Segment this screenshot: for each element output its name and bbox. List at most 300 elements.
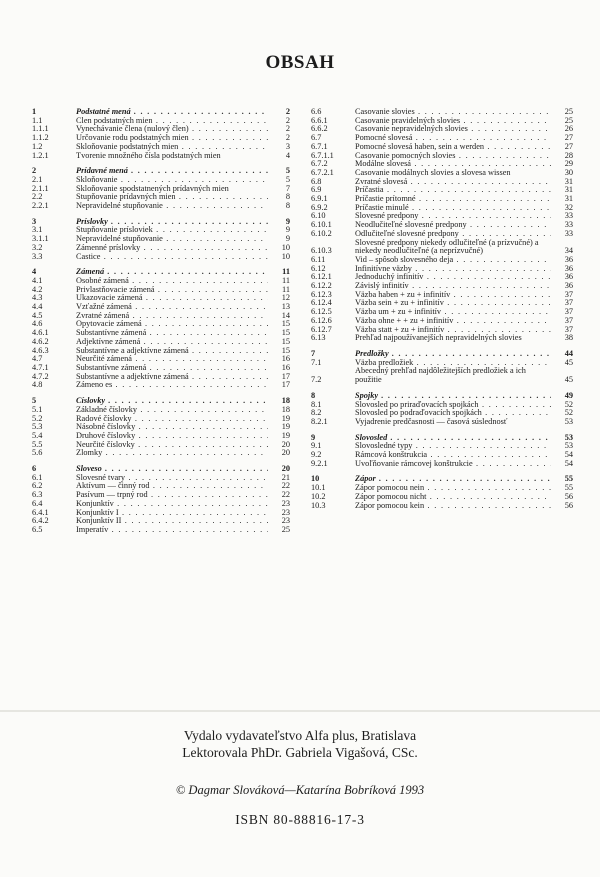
- toc-row[interactable]: [311, 334, 573, 343]
- toc-number: 3.1.1: [32, 234, 49, 244]
- toc-title: Abecedný prehľad najdôležitejších predložiek a ich použitie: [355, 367, 526, 385]
- toc-title: Podstatné mená . . .: [76, 108, 268, 117]
- toc-number: 2.2: [32, 192, 43, 202]
- toc-row[interactable]: [311, 502, 573, 511]
- toc-title: Väzba predložiek . . .: [355, 359, 551, 368]
- toc-page-number: 26: [564, 124, 573, 134]
- toc-title: Závislý infinitív . . .: [355, 282, 551, 291]
- toc-page-number: 9: [285, 234, 290, 244]
- toc-title: Časovanie pravidelných slovies . . .: [355, 117, 551, 126]
- toc-number: 2: [32, 166, 37, 176]
- toc-title: Substantívne zámená . . .: [76, 364, 268, 373]
- toc-row[interactable]: [32, 294, 290, 303]
- toc-number: 9: [311, 432, 316, 442]
- toc-chapter-row[interactable]: [311, 475, 573, 484]
- toc-page-number: 22: [281, 481, 290, 491]
- toc-title: Druhové číslovky . . .: [76, 432, 268, 441]
- toc-page-number: 52: [564, 399, 573, 409]
- toc-row[interactable]: [32, 482, 290, 491]
- toc-title: Substantívne zámená . . .: [76, 329, 268, 338]
- toc-page-number: 54: [564, 458, 573, 468]
- toc-row[interactable]: [311, 143, 573, 152]
- isbn-line: ISBN 80-88816-17-3: [235, 812, 365, 827]
- publisher-line: Vydalo vydavateľstvo Alfa plus, Bratislava: [183, 728, 417, 743]
- toc-chapter-row[interactable]: [32, 268, 290, 277]
- toc-row[interactable]: [311, 326, 573, 335]
- toc-page-number: 10: [281, 251, 290, 261]
- toc-row[interactable]: [311, 282, 573, 291]
- toc-row[interactable]: [311, 451, 573, 460]
- toc-title: Slovosledné typy . . .: [355, 442, 551, 451]
- toc-row[interactable]: [32, 185, 290, 194]
- toc-row[interactable]: [32, 244, 290, 253]
- toc-chapter-row[interactable]: [32, 218, 290, 227]
- toc-row[interactable]: [32, 152, 290, 161]
- toc-number: 8.1: [311, 399, 322, 409]
- toc-title: Slovosled . . .: [355, 434, 551, 443]
- toc-page-number: 23: [281, 516, 290, 526]
- toc-title: Spojky . . .: [355, 392, 551, 401]
- toc-title: Substantívne a adjektívne zámená . . .: [76, 373, 268, 382]
- toc-title: Slovesné tvary . . .: [76, 474, 268, 483]
- toc-number: 6.4.2: [32, 516, 49, 526]
- toc-right-column: [311, 108, 573, 510]
- toc-row[interactable]: [311, 418, 573, 427]
- toc-title: Väzba sein + zu + infinitív . . .: [355, 299, 551, 308]
- toc-number: 8: [311, 390, 316, 400]
- toc-number: 5.6: [32, 448, 43, 458]
- toc-row[interactable]: [311, 484, 573, 493]
- toc-page-number: 15: [281, 328, 290, 338]
- toc-chapter-row[interactable]: [32, 167, 290, 176]
- toc-row[interactable]: [32, 312, 290, 321]
- section-divider: [0, 710, 600, 712]
- toc-page-number: 27: [564, 141, 573, 151]
- toc-row[interactable]: [32, 432, 290, 441]
- toc-number: 5.4: [32, 430, 43, 440]
- toc-page-number: 33: [564, 228, 573, 238]
- toc-number: 6.9: [311, 185, 322, 195]
- toc-row[interactable]: [32, 193, 290, 202]
- toc-number: 6.12.1: [311, 272, 332, 282]
- toc-row[interactable]: [311, 212, 573, 221]
- toc-row[interactable]: [311, 256, 573, 265]
- toc-row[interactable]: [32, 143, 290, 152]
- toc-page-number: 2: [285, 115, 290, 125]
- toc-number: 4.6: [32, 319, 43, 329]
- toc-number: 6.7.2.1: [311, 167, 334, 177]
- toc-page-number: 8: [285, 201, 290, 211]
- toc-number: 10.2: [311, 491, 326, 501]
- toc-number: 4.8: [32, 380, 43, 390]
- toc-row[interactable]: [32, 303, 290, 312]
- toc-number: 6.12.4: [311, 298, 332, 308]
- toc-row[interactable]: [32, 381, 290, 390]
- toc-number: 4: [32, 267, 37, 277]
- toc-row[interactable]: [311, 169, 573, 178]
- toc-title: Konjunktív II . . .: [76, 517, 268, 526]
- toc-page-number: 37: [564, 289, 573, 299]
- toc-page-number: 56: [564, 500, 573, 510]
- toc-number: 6.12.2: [311, 281, 332, 291]
- toc-title: Konjunktív I . . .: [76, 509, 268, 518]
- toc-title: Príčastie prítomné . . .: [355, 195, 551, 204]
- toc-row[interactable]: [32, 253, 290, 262]
- toc-row[interactable]: [32, 373, 290, 382]
- toc-number: 6.10.3: [311, 246, 332, 256]
- toc-number: 6.12: [311, 263, 326, 273]
- toc-row[interactable]: [32, 202, 290, 211]
- toc-row[interactable]: [32, 125, 290, 134]
- toc-title: Príslovky . . .: [76, 218, 268, 227]
- toc-title: Pomocné slovesá . . .: [355, 134, 551, 143]
- toc-row[interactable]: [32, 509, 290, 518]
- toc-title: Tvorenie množného čísla podstatných mien: [76, 151, 221, 160]
- toc-page-number: 49: [564, 390, 573, 400]
- toc-page-number: 21: [281, 472, 290, 482]
- toc-row[interactable]: [32, 517, 290, 526]
- toc-number: 7: [311, 348, 316, 358]
- toc-number: 5: [32, 396, 37, 406]
- toc-page-number: 17: [281, 371, 290, 381]
- toc-row[interactable]: [32, 235, 290, 244]
- toc-page-number: 52: [564, 408, 573, 418]
- toc-row[interactable]: [311, 367, 573, 384]
- toc-row[interactable]: [311, 125, 573, 134]
- toc-number: 4.6.3: [32, 345, 49, 355]
- toc-page-number: 53: [564, 432, 573, 442]
- toc-title: Vid – spôsob slovesného deja . . .: [355, 256, 551, 265]
- toc-number: 1: [32, 107, 37, 116]
- toc-page-number: 20: [281, 448, 290, 458]
- toc-gap: [311, 343, 573, 350]
- toc-number: 6.12.5: [311, 307, 332, 317]
- toc-row[interactable]: [311, 442, 573, 451]
- toc-page-number: 37: [564, 315, 573, 325]
- toc-title: Aktívum — činný rod . . .: [76, 482, 268, 491]
- toc-page-number: 25: [564, 115, 573, 125]
- toc-row[interactable]: [32, 355, 290, 364]
- toc-page-number: 19: [281, 422, 290, 432]
- toc-number: 4.6.2: [32, 336, 49, 346]
- toc-row[interactable]: [32, 364, 290, 373]
- toc-title: Väzba um + zu + infinitív . . .: [355, 308, 551, 317]
- toc-row[interactable]: [311, 291, 573, 300]
- toc-page-number: 18: [281, 404, 290, 414]
- toc-row[interactable]: [311, 317, 573, 326]
- toc-page-number: 25: [281, 524, 290, 534]
- toc-row[interactable]: [32, 423, 290, 432]
- toc-title: Radové číslovky . . .: [76, 415, 268, 424]
- toc-row[interactable]: [311, 195, 573, 204]
- toc-title: Príčastie minulé . . .: [355, 204, 551, 213]
- toc-page-number: 15: [281, 336, 290, 346]
- toc-number: 4.2: [32, 284, 43, 294]
- toc-page-number: 2: [285, 107, 290, 116]
- toc-page-number: 15: [281, 319, 290, 329]
- toc-title: Časovanie slovies . . .: [355, 108, 551, 117]
- toc-title: Prehľad najpoužívanejších nepravidelných slovies: [355, 334, 522, 343]
- toc-page-number: 20: [281, 439, 290, 449]
- toc-title: Zápor pomocou nein . . .: [355, 484, 551, 493]
- toc-number: 4.3: [32, 293, 43, 303]
- toc-title: Infinitívne väzby . . .: [355, 265, 551, 274]
- toc-title: Časovanie nepravidelných slovies . . .: [355, 125, 551, 134]
- toc-page-number: 33: [564, 211, 573, 221]
- toc-row[interactable]: [32, 329, 290, 338]
- toc-page-number: 44: [564, 348, 573, 358]
- toc-page-number: 5: [285, 174, 290, 184]
- toc-page-number: 11: [282, 275, 290, 285]
- toc-title: Časovanie modálnych slovies a slovesa wissen: [355, 168, 511, 177]
- toc-page-number: 27: [564, 133, 573, 143]
- toc-number: 6.9.2: [311, 202, 328, 212]
- toc-page-number: 3: [285, 141, 290, 151]
- toc-title: Slovesné predpony . . .: [355, 212, 551, 221]
- toc-row[interactable]: [311, 160, 573, 169]
- toc-row[interactable]: [311, 299, 573, 308]
- toc-chapter-row[interactable]: [311, 350, 573, 359]
- toc-page-number: 13: [281, 302, 290, 312]
- toc-row[interactable]: [32, 176, 290, 185]
- toc-title: Slovosled po podraďovacích spojkách . . .: [355, 409, 551, 418]
- toc-page-number: 16: [281, 362, 290, 372]
- toc-chapter-row[interactable]: [32, 397, 290, 406]
- toc-row[interactable]: [32, 406, 290, 415]
- toc-title: Zlomky . . .: [76, 449, 268, 458]
- toc-row[interactable]: [311, 265, 573, 274]
- toc-title: Jednoduchý infinitív . . .: [355, 273, 551, 282]
- toc-row[interactable]: [32, 277, 290, 286]
- copyright-line: © Dagmar Slováková—Katarína Bobríková 1993: [175, 783, 425, 797]
- toc-number: 1.1.1: [32, 124, 49, 134]
- toc-number: 4.7.2: [32, 371, 49, 381]
- toc-gap: [311, 468, 573, 475]
- toc-title: Neurčité číslovky . . .: [76, 441, 268, 450]
- toc-row[interactable]: [32, 441, 290, 450]
- toc-row[interactable]: [32, 226, 290, 235]
- toc-title: Adjektívne zámená . . .: [76, 338, 268, 347]
- toc-number: 5.2: [32, 413, 43, 423]
- toc-number: 4.7.1: [32, 362, 49, 372]
- toc-number: 1.2: [32, 141, 43, 151]
- toc-page-number: 16: [281, 354, 290, 364]
- toc-row[interactable]: [311, 178, 573, 187]
- toc-number: 9.2.1: [311, 458, 328, 468]
- toc-page-number: 38: [564, 333, 573, 343]
- toc-row[interactable]: [311, 401, 573, 410]
- toc-number: 6.7: [311, 133, 322, 143]
- toc-number: 8.2.1: [311, 416, 328, 426]
- toc-page-number: 55: [564, 474, 573, 484]
- toc-title: Príčastia . . .: [355, 186, 551, 195]
- toc-page-number: 45: [564, 375, 573, 385]
- toc-page-number: 34: [564, 246, 573, 256]
- toc-number: 6.6: [311, 107, 322, 116]
- toc-row[interactable]: [32, 117, 290, 126]
- toc-chapter-row[interactable]: [32, 108, 290, 117]
- toc-title: Základné číslovky . . .: [76, 406, 268, 415]
- toc-title: Zápor pomocou nicht . . .: [355, 493, 551, 502]
- toc-page-number: 28: [564, 150, 573, 160]
- toc-page-number: 18: [281, 396, 290, 406]
- toc-row[interactable]: [311, 186, 573, 195]
- toc-page-number: 22: [281, 490, 290, 500]
- toc-title: Pomocné slovesá haben, sein a werden . . .: [355, 143, 551, 152]
- toc-row[interactable]: [32, 320, 290, 329]
- toc-row[interactable]: [311, 117, 573, 126]
- toc-title: Zvratné zámená . . .: [76, 312, 268, 321]
- toc-title: Zápor . . .: [355, 475, 551, 484]
- toc-title: Substantívne a adjektívne zámená . . .: [76, 347, 268, 356]
- toc-row[interactable]: [311, 230, 573, 239]
- toc-chapter-row[interactable]: [311, 392, 573, 401]
- toc-page-number: 53: [564, 416, 573, 426]
- toc-row[interactable]: [32, 474, 290, 483]
- toc-page-number: 14: [281, 310, 290, 320]
- toc-row[interactable]: [311, 204, 573, 213]
- toc-number: 2.1.1: [32, 183, 49, 193]
- toc-title: Člen podstatných mien . . .: [76, 117, 268, 126]
- toc-page-number: 17: [281, 380, 290, 390]
- editor-line: Lektorovala PhDr. Gabriela Vigašová, CSc.: [182, 745, 418, 760]
- toc-title: Konjunktív . . .: [76, 500, 268, 509]
- toc-row[interactable]: [311, 308, 573, 317]
- toc-number: 10.3: [311, 500, 326, 510]
- toc-number: 1.2.1: [32, 150, 49, 160]
- toc-row[interactable]: [32, 415, 290, 424]
- toc-row[interactable]: [32, 347, 290, 356]
- toc-page-number: 36: [564, 272, 573, 282]
- toc-page-number: 36: [564, 254, 573, 264]
- toc-row[interactable]: [311, 152, 573, 161]
- toc-page-number: 8: [285, 192, 290, 202]
- toc-row[interactable]: [32, 286, 290, 295]
- toc-title: Zámená . . .: [76, 268, 268, 277]
- toc-left-column: [32, 108, 290, 535]
- toc-title: Ukazovacie zámená . . .: [76, 294, 268, 303]
- toc-title: Skloňovanie podstatných mien . . .: [76, 143, 268, 152]
- toc-title: Odlučiteľné slovesné predpony . . .: [355, 230, 551, 239]
- toc-number: 6.10: [311, 211, 326, 221]
- toc-chapter-row[interactable]: [32, 465, 290, 474]
- toc-row[interactable]: [311, 239, 573, 256]
- toc-title: Násobné číslovky . . .: [76, 423, 268, 432]
- toc-gap: [32, 211, 290, 218]
- toc-number: 6.7.2: [311, 159, 328, 169]
- toc-title: Opytovacie zámená . . .: [76, 320, 268, 329]
- toc-title: Vynechávanie člena (nulový člen) . . .: [76, 125, 268, 134]
- toc-gap: [311, 427, 573, 434]
- toc-number: 7.2: [311, 375, 322, 385]
- toc-number: 2.1: [32, 174, 43, 184]
- toc-title: Uvoľňovanie rámcovej konštrukcie . . .: [355, 460, 551, 469]
- toc-number: 6.12.3: [311, 289, 332, 299]
- toc-page-number: 19: [281, 430, 290, 440]
- toc-number: 6.10.2: [311, 228, 332, 238]
- toc-row[interactable]: [311, 273, 573, 282]
- toc-page-number: 37: [564, 307, 573, 317]
- toc-number: 4.5: [32, 310, 43, 320]
- toc-number: 5.5: [32, 439, 43, 449]
- toc-row[interactable]: [311, 221, 573, 230]
- toc-page-number: 31: [564, 176, 573, 186]
- toc-row[interactable]: [32, 338, 290, 347]
- toc-row[interactable]: [32, 449, 290, 458]
- toc-gap: [32, 458, 290, 465]
- toc-page-number: 45: [564, 357, 573, 367]
- toc-title: Skloňovanie . . .: [76, 176, 268, 185]
- toc-row[interactable]: [311, 460, 573, 469]
- toc-page-number: 36: [564, 281, 573, 291]
- toc-row[interactable]: [311, 134, 573, 143]
- toc-number: 6.5: [32, 524, 43, 534]
- toc-page-number: 11: [282, 267, 290, 277]
- toc-number: 7.1: [311, 357, 322, 367]
- toc-number: 6.12.7: [311, 324, 332, 334]
- toc-number: 6.11: [311, 254, 326, 264]
- toc-row[interactable]: [311, 493, 573, 502]
- toc-row[interactable]: [32, 134, 290, 143]
- toc-title: Určovanie rodu podstatných mien . . .: [76, 134, 268, 143]
- toc-title: Slovosled po priraďovacích spojkách . . .: [355, 401, 551, 410]
- toc-row[interactable]: [32, 526, 290, 535]
- toc-page-number: 2: [285, 133, 290, 143]
- toc-title: Vzťažné zámená . . .: [76, 303, 268, 312]
- toc-number: 6.2: [32, 481, 43, 491]
- toc-row[interactable]: [311, 409, 573, 418]
- toc-page-number: 55: [564, 483, 573, 493]
- toc-number: 9.2: [311, 450, 322, 460]
- toc-number: 6.13: [311, 333, 326, 343]
- toc-number: 2.2.1: [32, 201, 49, 211]
- toc-number: 9.1: [311, 441, 322, 451]
- toc-number: 6.9.1: [311, 194, 328, 204]
- toc-gap: [311, 385, 573, 392]
- toc-title: Imperatív . . .: [76, 526, 268, 535]
- toc-number: 6.7.1.1: [311, 150, 334, 160]
- toc-title: Neurčité zámená . . .: [76, 355, 268, 364]
- toc-row[interactable]: [32, 491, 290, 500]
- toc-title: Nepravidelné stupňovanie . . .: [76, 235, 268, 244]
- toc-page-number: 36: [564, 263, 573, 273]
- toc-title: Zápor pomocou kein . . .: [355, 502, 551, 511]
- toc-page-number: 11: [282, 284, 290, 294]
- toc-number: 6.12.6: [311, 315, 332, 325]
- toc-number: 4.7: [32, 354, 43, 364]
- toc-title: Modálne slovesá . . .: [355, 160, 551, 169]
- toc-chapter-row[interactable]: [311, 434, 573, 443]
- toc-page-number: 2: [285, 124, 290, 134]
- toc-title: Privlastňovacie zámená . . .: [76, 286, 268, 295]
- page-title: OBSAH: [265, 52, 335, 73]
- toc-row[interactable]: [311, 108, 573, 117]
- toc-title: Slovesné predpony niekedy odlučiteľné (a prízvučné) a niekedy neodlučiteľné (a neprízvučné): [355, 238, 539, 256]
- toc-page-number: 31: [564, 194, 573, 204]
- toc-page-number: 31: [564, 185, 573, 195]
- toc-number: 1.1: [32, 115, 43, 125]
- toc-title: Rámcová konštrukcia . . .: [355, 451, 551, 460]
- toc-row[interactable]: [311, 359, 573, 368]
- toc-title: Číslovky . . .: [76, 397, 268, 406]
- toc-page-number: 23: [281, 507, 290, 517]
- toc-page-number: 23: [281, 498, 290, 508]
- toc-page-number: 53: [564, 441, 573, 451]
- toc-row[interactable]: [32, 500, 290, 509]
- toc-gap: [32, 261, 290, 268]
- toc-page-number: 56: [564, 491, 573, 501]
- toc-number: 6.7.1: [311, 141, 328, 151]
